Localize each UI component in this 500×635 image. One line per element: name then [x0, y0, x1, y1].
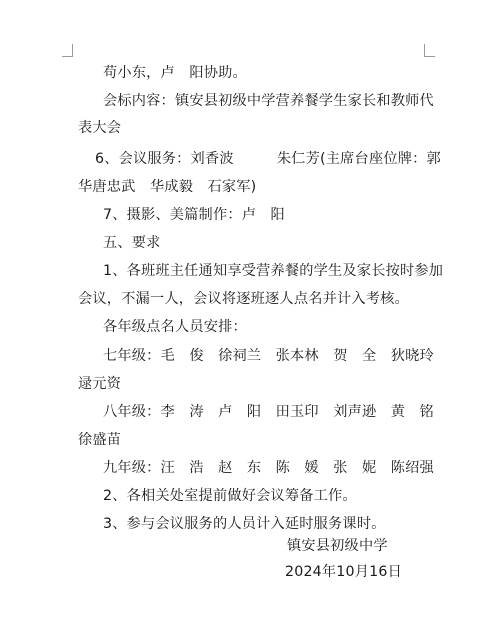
text-line: 1、各班班主任通知享受营养餐的学生及家长按时参加	[103, 263, 444, 279]
text-line: 华唐忠武 华成毅 石家军)	[78, 179, 257, 195]
text-line: 各年级点名人员安排：	[103, 319, 247, 335]
roster-line: 徐盛苗	[78, 432, 122, 448]
text-line: 会议，不漏一人，会议将逐班逐人点名并计入考核。	[78, 291, 409, 307]
roster-line: 九年级：汪 浩 赵 东 陈 媛 张 妮 陈绍强	[103, 460, 434, 476]
text-line: 苟小东，卢 阳协助。	[103, 65, 247, 81]
text-line: 会标内容：镇安县初级中学营养餐学生家长和教师代	[103, 93, 434, 109]
roster-line: 七年级：毛 俊 徐祠兰 张本林 贺 全 狄晓玲	[103, 348, 434, 364]
text-line: 表大会	[78, 120, 122, 136]
text-line: 3、参与会议服务的人员计入延时服务课时。	[103, 516, 386, 532]
section-heading: 五、要求	[103, 235, 161, 251]
roster-line: 逯元资	[78, 376, 122, 392]
text-line: 2、各相关处室提前做好会议筹备工作。	[103, 488, 357, 504]
text-line: 7、摄影、美篇制作：卢 阳	[103, 207, 285, 223]
text-line: 6、会议服务：刘香波 朱仁芳(主席台座位牌：郭	[95, 151, 441, 167]
roster-line: 八年级：李 涛 卢 阳 田玉印 刘声逊 黄 铭	[103, 404, 434, 420]
signature-organization: 镇安县初级中学	[287, 538, 388, 554]
signature-date: 2024年10月16日	[285, 564, 402, 580]
